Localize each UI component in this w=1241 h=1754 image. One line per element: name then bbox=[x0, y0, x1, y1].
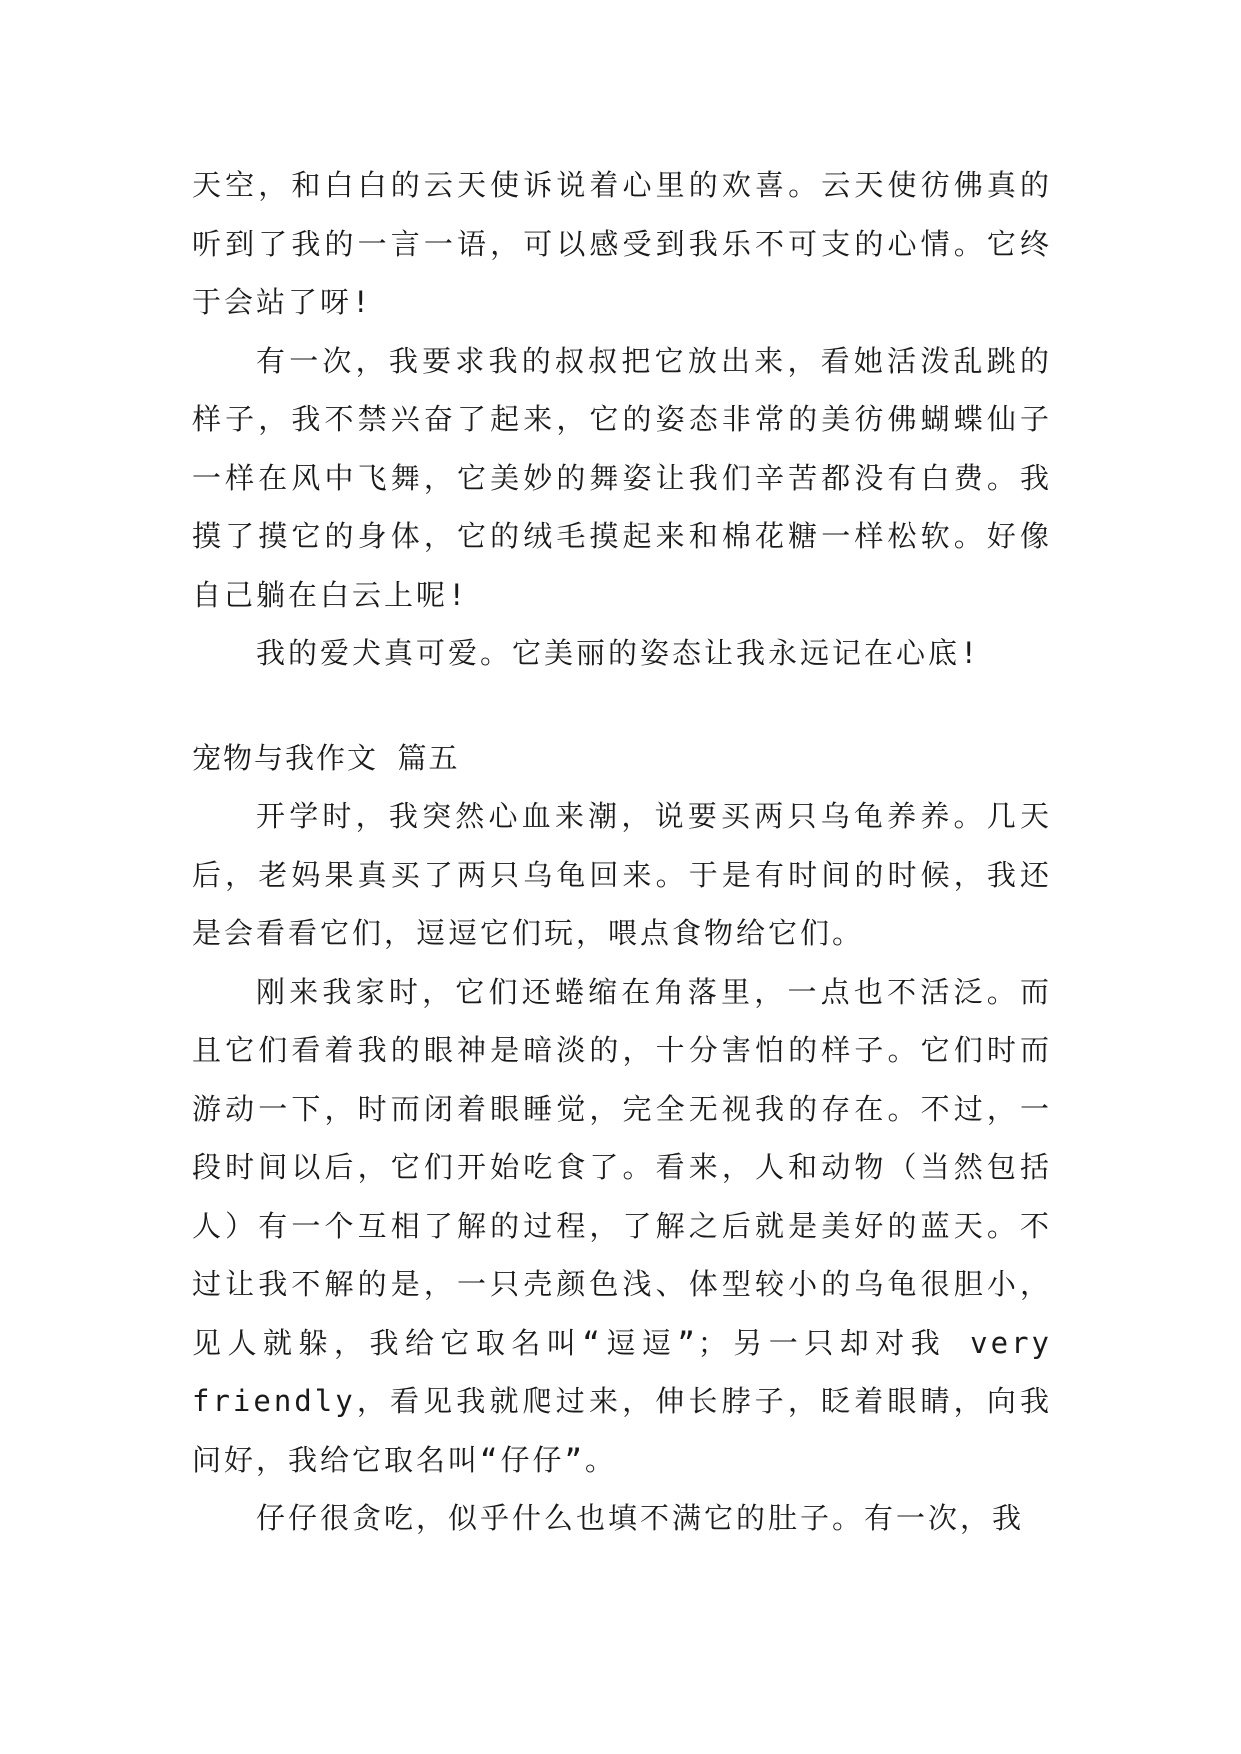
document-page bbox=[192, 156, 1052, 1548]
section-paragraph-3: 仔仔很贪吃，似乎什么也填不满它的肚子。有一次，我 bbox=[256, 1501, 1025, 1535]
paragraph-closing: 我的爱犬真可爱。它美丽的姿态让我永远记在心底! bbox=[256, 636, 981, 670]
section-heading: 宠物与我作文 篇五 bbox=[192, 740, 460, 775]
paragraph-kite-dog: 有一次，我要求我的叔叔把它放出来，看她活泼乱跳的样子，我不禁兴奋了起来，它的姿态非常的美彷佛蝴蝶仙子一样在风中飞舞，它美妙的舞姿让我们辛苦都没有白费。我摸了摸它的身体，它的绒毛摸起来和棉花糖一样松软。好像自己躺在白云上呢! bbox=[192, 343, 1052, 612]
continuation-paragraph: 天空，和白白的云天使诉说着心里的欢喜。云天使彷佛真的听到了我的一言一语，可以感受到我乐不可支的心情。它终于会站了呀! bbox=[192, 168, 1052, 319]
section-paragraph-2: 刚来我家时，它们还蜷缩在角落里，一点也不活泛。而且它们看着我的眼神是暗淡的，十分害怕的样子。它们时而游动一下，时而闭着眼睡觉，完全无视我的存在。不过，一段时间以后，它们开始吃食了。看来，人和动物（当然包括人）有一个互相了解的过程，了解之后就是美好的蓝天。不过让我不解的是，一只壳颜色浅、体型较小的乌龟很胆小，见人就躲，我给它取名叫“逗逗”；另一只却对我 very friendly，看见我就爬过来，伸长脖子，眨着眼睛，向我问好，我给它取名叫“仔仔”。 bbox=[192, 974, 1052, 1477]
section-paragraph-1: 开学时，我突然心血来潮，说要买两只乌龟养养。几天后，老妈果真买了两只乌龟回来。于是有时间的时候，我还是会看看它们，逗逗它们玩，喂点食物给它们。 bbox=[192, 799, 1052, 950]
